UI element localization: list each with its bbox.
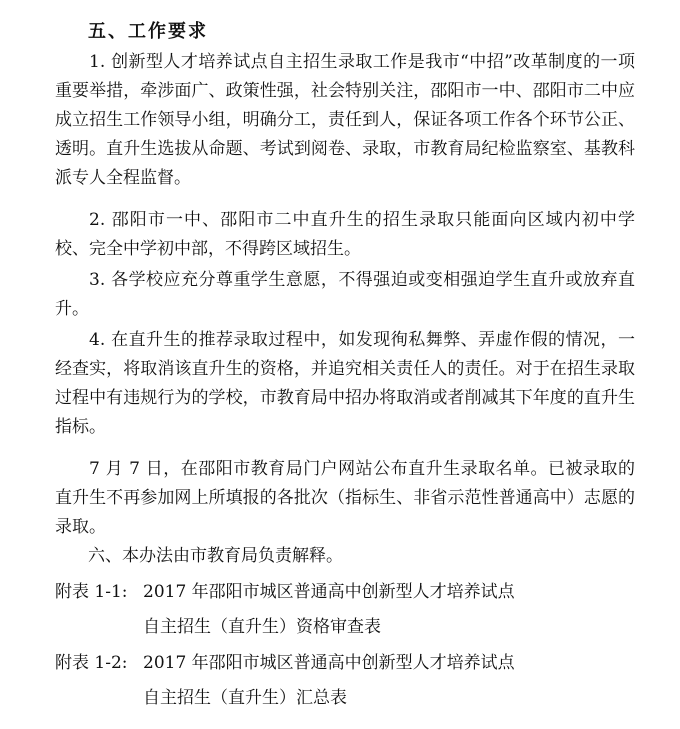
attachment-2-title-line2: 自主招生（直升生）汇总表 — [143, 688, 347, 708]
attachment-1-title-line2: 自主招生（直升生）资格审查表 — [143, 617, 381, 637]
requirement-item-4: 4. 在直升生的推荐录取过程中，如发现徇私舞弊、弄虚作假的情况，一经查实，将取消该直升生的资格，并追究相关责任人的责任。对于在招生录取过程中有违规行为的学校，市教育局中招办将取消或者削减其下年度的直升生指标。 — [55, 330, 635, 437]
section-heading: 五、工作要求 — [88, 21, 208, 42]
requirement-item-1: 1. 创新型人才培养试点自主招生录取工作是我市“中招”改革制度的一项重要举措，牵涉面广、政策性强，社会特别关注，邵阳市一中、邵阳市二中应成立招生工作领导小组，明确分工，责任到人，保证各项工作各个环节公正、透明。直升生选拔从命题、考试到阅卷、录取，市教育局纪检监察室、基教科派专人全程监督。 — [55, 52, 635, 188]
attachment-2-title-line1: 2017 年邵阳市城区普通高中创新型人才培养试点 — [143, 653, 515, 673]
attachment-1-title-line1: 2017 年邵阳市城区普通高中创新型人才培养试点 — [143, 582, 515, 602]
section-six: 六、本办法由市教育局负责解释。 — [88, 546, 343, 566]
attachment-1-label: 附表 1-1: — [55, 582, 128, 602]
attachment-2-label: 附表 1-2: — [55, 653, 128, 673]
requirement-item-2: 2. 邵阳市一中、邵阳市二中直升生的招生录取只能面向区域内初中学校、完全中学初中部，不得跨区域招生。 — [55, 210, 635, 259]
requirement-item-5: 7 月 7 日，在邵阳市教育局门户网站公布直升生录取名单。已被录取的直升生不再参加网上所填报的各批次（指标生、非省示范性普通高中）志愿的录取。 — [55, 459, 635, 537]
requirement-item-3: 3. 各学校应充分尊重学生意愿，不得强迫或变相强迫学生直升或放弃直升。 — [55, 270, 635, 319]
